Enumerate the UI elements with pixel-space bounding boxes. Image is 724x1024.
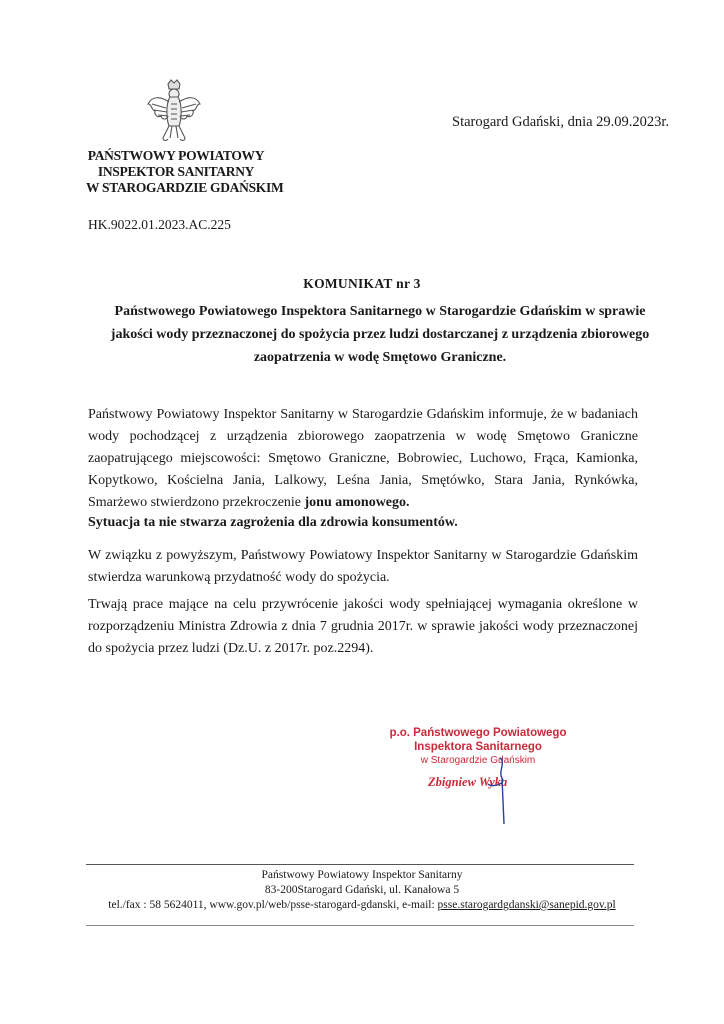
- paragraph-announcement-text: Państwowy Powiatowy Inspektor Sanitarny w Starogardzie Gdańskim informuje, że w badaniach wody pochodzącej z urządzenia zbiorowego zaopatrzenia w wodę Smętowo Graniczne zaopatrującego miejscowości: Smętowo Graniczne, Bobrowiec, Luchowo, Frąca, Kamionka, Kopytkowo, Kościelna Jania, Lalkowy, Leśna Jania, Smętówko, Stara Jania, Rynkówka, Smarżewo stwierdzono przekroczenie: [88, 407, 638, 510]
- paragraph-announcement: [88, 404, 638, 514]
- footer-divider-top: [86, 864, 634, 865]
- authority-line-2: INSPEKTOR SANITARNY: [97, 164, 255, 179]
- stamp-line-2: Inspektora Sanitarnego: [414, 741, 542, 753]
- issuing-authority: [86, 148, 284, 196]
- city-date: Starogard Gdański, dnia 29.09.2023r.: [452, 114, 670, 130]
- footer-contact-text: tel./fax : 58 5624011, www.gov.pl/web/psse-starogard-gdanski, e-mail:: [108, 899, 438, 911]
- footer-contact: [60, 898, 664, 913]
- handwritten-signature-mark-icon: [480, 748, 530, 828]
- document-title: KOMUNIKAT nr 3: [303, 276, 421, 291]
- paragraph-announcement-emphasis: jonu amonowego.: [304, 495, 410, 510]
- paragraph-no-risk: Sytuacja ta nie stwarza zagrożenia dla zdrowia konsumentów.: [88, 515, 458, 530]
- footer-address: 83-200Starogard Gdański, ul. Kanałowa 5: [264, 884, 460, 896]
- signature-name: Zbigniew Wyka: [428, 775, 508, 789]
- paragraph-ongoing-works: Trwają prace mające na celu przywrócenie jakości wody spełniającej wymagania określone w rozporządzeniu Ministra Zdrowia z dnia 7 grudnia 2017r. w sprawie jakości wody przeznaczonej do spożycia przez ludzi (Dz.U. z 2017r. poz.2294).: [88, 597, 638, 656]
- stamp-line-3: w Starogardzie Gdańskim: [420, 755, 536, 766]
- authority-line-3: W STAROGARDZIE GDAŃSKIM: [86, 180, 284, 195]
- polish-eagle-emblem-icon: [146, 78, 202, 144]
- footer-email-link[interactable]: psse.starogardgdanski@sanepid.gov.pl: [437, 899, 616, 911]
- reference-number: HK.9022.01.2023.AC.225: [88, 217, 231, 232]
- footer-divider-bottom: [86, 925, 634, 926]
- stamp-line-1: p.o. Państwowego Powiatowego: [389, 727, 567, 739]
- document-subtitle: Państwowego Powiatowego Inspektora Sanitarnego w Starogardzie Gdańskim w sprawie jakości wody przeznaczonej do spożycia przez ludzi dostarczanej z urządzenia zbiorowego zaopatrzenia w wodę Smętowo Graniczne.: [110, 304, 650, 365]
- paragraph-conditional-suitability: W związku z powyższym, Państwowy Powiatowy Inspektor Sanitarny w Starogardzie Gdańskim stwierdza warunkową przydatność wody do spożycia.: [88, 548, 638, 585]
- footer: [60, 868, 664, 913]
- authority-line-1: PAŃSTWOWY POWIATOWY: [87, 148, 265, 163]
- official-stamp: [380, 726, 576, 767]
- footer-institution: Państwowy Powiatowy Inspektor Sanitarny: [261, 869, 463, 881]
